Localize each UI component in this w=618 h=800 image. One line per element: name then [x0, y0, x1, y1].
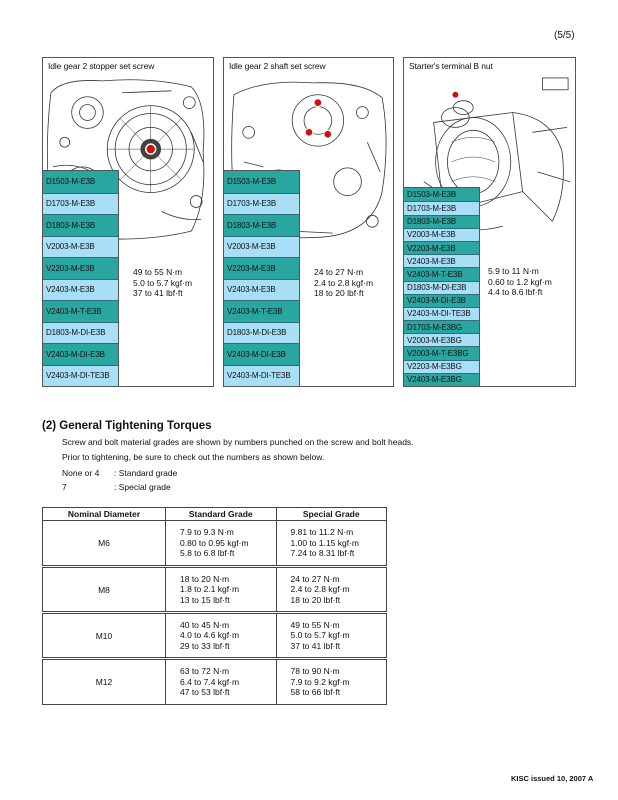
model-list	[404, 187, 480, 386]
standard-grade-cell: 18 to 20 N·m 1.8 to 2.1 kgf·m 13 to 15 lbf·ft	[166, 567, 277, 613]
grade-key: None or 4	[62, 468, 100, 478]
table-row	[43, 613, 387, 659]
special-grade-cell: 9.81 to 11.2 N·m 1.00 to 1.15 kgf·m 7.24 to 8.31 lbf·ft	[276, 521, 387, 567]
model-cell: D1803-M-DI-E3B	[224, 322, 299, 344]
section-line-1: Screw and bolt material grades are shown by numbers punched on the screw and bolt heads.	[62, 437, 414, 447]
diameter-cell: M6	[43, 521, 166, 567]
standard-grade-cell: 63 to 72 N·m 6.4 to 7.4 kgf·m 47 to 53 lbf·ft	[166, 659, 277, 705]
table-row	[43, 521, 387, 567]
diameter-cell: M10	[43, 613, 166, 659]
model-cell: D1803-M-E3B	[43, 214, 118, 236]
model-cell: D1703-M-E3B	[43, 193, 118, 215]
torque-panel-idle-gear-stopper	[42, 57, 214, 387]
footer-issue-note: KISC issued 10, 2007 A	[511, 774, 594, 783]
header-standard-grade: Standard Grade	[166, 508, 277, 521]
standard-grade-cell: 40 to 45 N·m 4.0 to 4.6 kgf·m 29 to 33 lbf·ft	[166, 613, 277, 659]
grade-desc: : Standard grade	[114, 468, 178, 478]
model-list	[224, 170, 300, 386]
model-cell: D1503-M-E3B	[224, 171, 299, 193]
model-cell: D1503-M-E3B	[404, 188, 479, 201]
model-cell: V2003-M-E3BG	[404, 333, 479, 346]
tightening-torque-table	[42, 507, 387, 705]
table-header-row	[43, 508, 387, 521]
torque-lbfft: 18 to 20 lbf·ft	[314, 288, 364, 298]
torque-lbfft: 37 to 41 lbf·ft	[133, 288, 183, 298]
model-cell: V2003-M-E3B	[404, 228, 479, 241]
model-cell: V2003-M-E3B	[43, 236, 118, 258]
model-cell: V2203-M-E3BG	[404, 360, 479, 373]
model-cell: V2003-M-E3B	[224, 236, 299, 258]
torque-values	[133, 267, 192, 299]
model-cell: V2403-M-T-E3B	[43, 300, 118, 322]
torque-values	[488, 266, 552, 298]
model-cell: D1703-M-E3B	[224, 193, 299, 215]
header-nominal-diameter: Nominal Diameter	[43, 508, 166, 521]
model-cell: D1803-M-E3B	[404, 215, 479, 228]
model-cell: V2403-M-DI-TE3B	[43, 365, 118, 387]
model-cell: D1703-M-E3BG	[404, 320, 479, 333]
torque-panel-starter-terminal	[403, 57, 576, 387]
model-cell: V2403-M-E3BG	[404, 373, 479, 386]
model-cell: V2403-M-DI-TE3B	[404, 307, 479, 320]
model-cell: V2203-M-E3B	[43, 257, 118, 279]
model-cell: V2403-M-E3B	[43, 279, 118, 301]
torque-lbfft: 4.4 to 8.6 lbf·ft	[488, 287, 543, 297]
panel-title: Idle gear 2 shaft set screw	[229, 61, 326, 71]
table-row	[43, 659, 387, 705]
model-cell: V2403-M-E3B	[224, 279, 299, 301]
section-title: (2) General Tightening Torques	[42, 420, 212, 432]
torque-panel-idle-gear-shaft	[223, 57, 394, 387]
model-cell: V2403-M-T-E3B	[404, 267, 479, 280]
page-number: (5/5)	[554, 30, 575, 41]
model-cell: D1803-M-E3B	[224, 214, 299, 236]
grade-desc: : Special grade	[114, 482, 171, 492]
special-grade-cell: 78 to 90 N·m 7.9 to 9.2 kgf·m 58 to 66 lbf·ft	[276, 659, 387, 705]
torque-nm: 24 to 27 N·m	[314, 267, 364, 277]
model-cell: V2403-M-DI-TE3B	[224, 365, 299, 387]
torque-values	[314, 267, 373, 299]
model-cell: V2403-M-DI-E3B	[404, 294, 479, 307]
model-cell: D1803-M-DI-E3B	[43, 322, 118, 344]
torque-kgfm: 0.60 to 1.2 kgf·m	[488, 276, 552, 287]
grade-row-standard	[62, 468, 177, 478]
model-cell: V2003-M-T-E3BG	[404, 346, 479, 359]
diameter-cell: M8	[43, 567, 166, 613]
model-cell: V2403-M-DI-E3B	[43, 343, 118, 365]
torque-nm: 5.9 to 11 N·m	[488, 266, 539, 276]
torque-kgfm: 2.4 to 2.8 kgf·m	[314, 277, 374, 288]
table-row	[43, 567, 387, 613]
torque-nm: 49 to 55 N·m	[133, 267, 183, 277]
panel-title: Starter's terminal B nut	[409, 61, 493, 71]
model-cell: V2203-M-E3B	[404, 241, 479, 254]
grade-row-special	[62, 482, 171, 492]
model-list	[43, 170, 119, 386]
panel-title: Idle gear 2 stopper set screw	[48, 61, 155, 71]
special-grade-cell: 24 to 27 N·m 2.4 to 2.8 kgf·m 18 to 20 lbf·ft	[276, 567, 387, 613]
model-cell: V2403-M-T-E3B	[224, 300, 299, 322]
model-cell: V2203-M-E3B	[224, 257, 299, 279]
model-cell: D1703-M-E3B	[404, 201, 479, 214]
torque-kgfm: 5.0 to 5.7 kgf·m	[133, 277, 193, 288]
model-cell: D1803-M-DI-E3B	[404, 281, 479, 294]
header-special-grade: Special Grade	[276, 508, 387, 521]
model-cell: V2403-M-E3B	[404, 254, 479, 267]
section-line-2: Prior to tightening, be sure to check out the numbers as shown below.	[62, 452, 325, 462]
diameter-cell: M12	[43, 659, 166, 705]
model-cell: D1503-M-E3B	[43, 171, 118, 193]
special-grade-cell: 49 to 55 N·m 5.0 to 5.7 kgf·m 37 to 41 lbf·ft	[276, 613, 387, 659]
model-cell: V2403-M-DI-E3B	[224, 343, 299, 365]
grade-key: 7	[62, 482, 67, 492]
standard-grade-cell: 7.9 to 9.3 N·m 0.80 to 0.95 kgf·m 5.8 to 6.8 lbf·ft	[166, 521, 277, 567]
